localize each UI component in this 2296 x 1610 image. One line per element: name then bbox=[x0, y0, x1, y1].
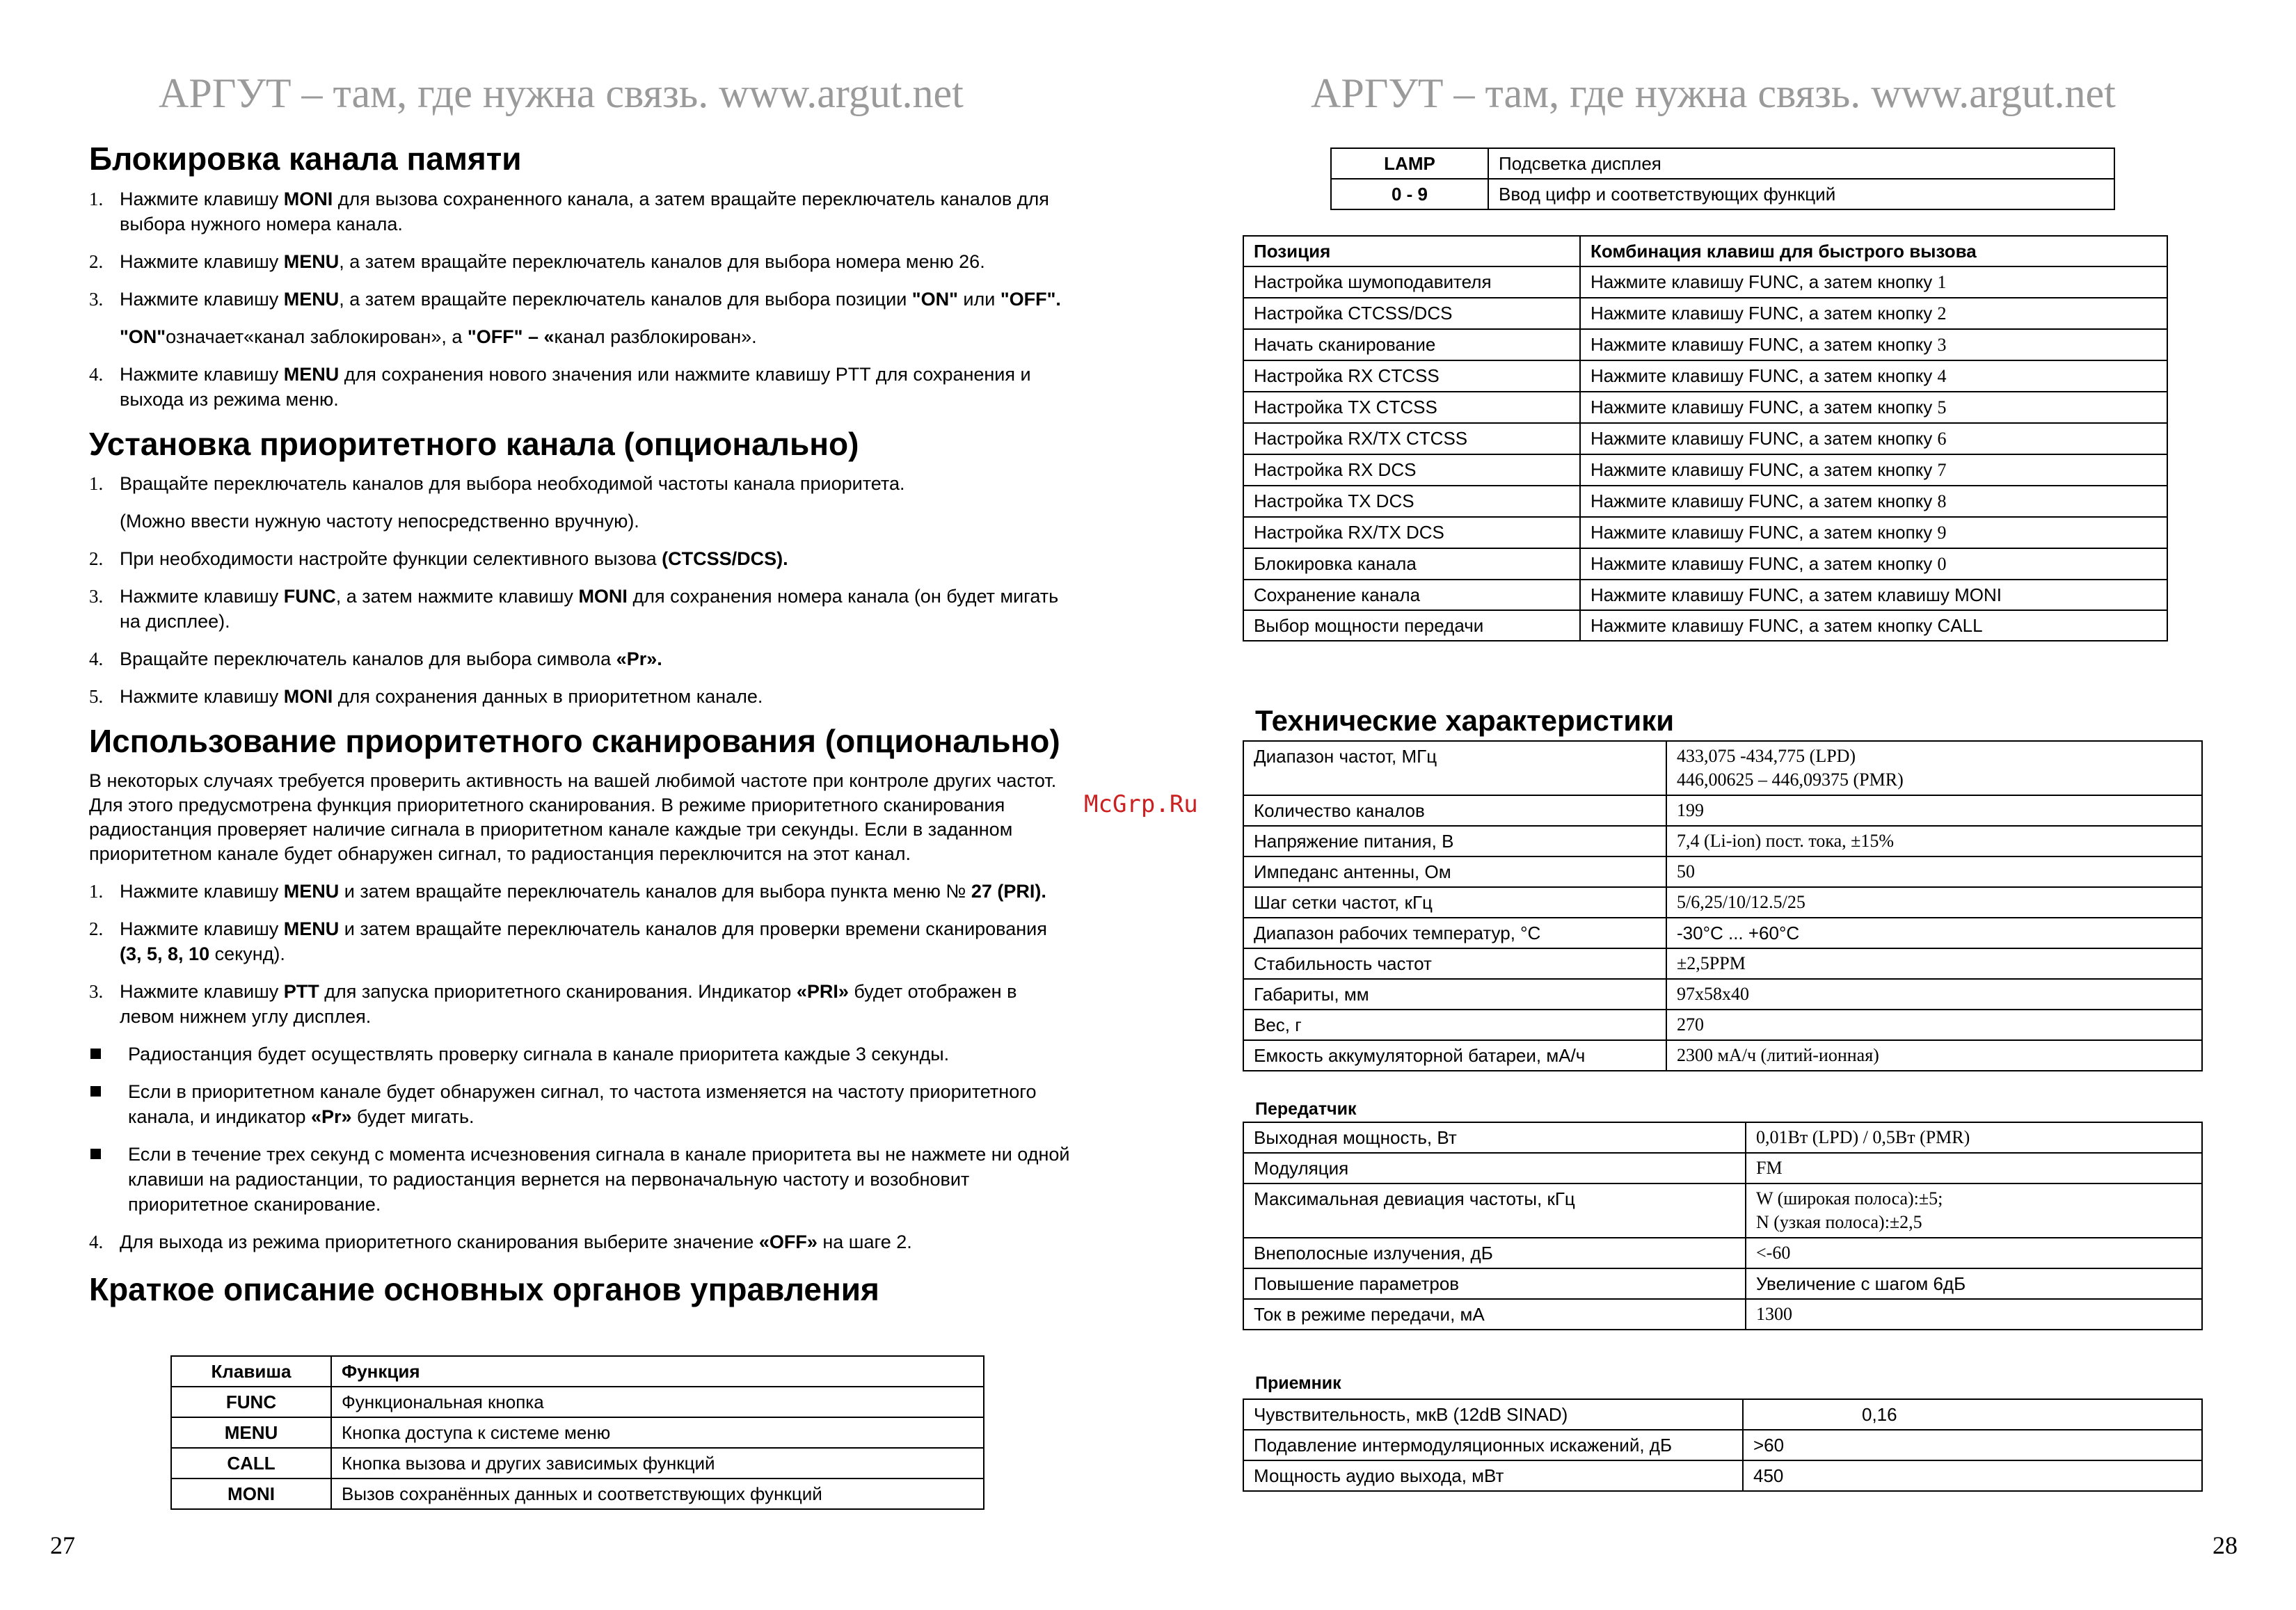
key-name: FUNC bbox=[283, 586, 336, 607]
key-digit: 1 bbox=[1937, 272, 1947, 292]
function-cell: Вызов сохранённых данных и соответствующих функций bbox=[331, 1479, 984, 1509]
key-name: MONI bbox=[283, 188, 333, 209]
position-cell: Настройка TX DCS bbox=[1243, 486, 1580, 517]
text: для запуска приоритетного сканирования. Индикатор bbox=[319, 980, 797, 1002]
text: Нажмите клавишу FUNC, а затем кнопку bbox=[1591, 428, 1933, 449]
text: Нажмите клавишу FUNC, а затем кнопку bbox=[1591, 365, 1933, 386]
item-number: 3. bbox=[89, 586, 104, 607]
key-name: MONI bbox=[578, 586, 628, 607]
value-cell: 7,4 (Li-ion) пост. тока, ±15% bbox=[1666, 826, 2202, 856]
param-cell: Мощность аудио выхода, мВт bbox=[1243, 1460, 1743, 1491]
position-cell: Блокировка канала bbox=[1243, 548, 1580, 580]
param-cell: Повышение параметров bbox=[1243, 1268, 1746, 1299]
list-item bbox=[89, 879, 1070, 904]
column-header: Клавиша bbox=[171, 1356, 331, 1387]
table-row bbox=[1243, 856, 2202, 887]
param-cell: Напряжение питания, В bbox=[1243, 826, 1666, 856]
indicator: «Pr» bbox=[310, 1106, 352, 1127]
text: секунд). bbox=[209, 943, 285, 964]
list-item bbox=[89, 684, 1070, 709]
text: Нажмите клавишу bbox=[120, 188, 284, 209]
text: Нажмите клавишу FUNC, а затем клавишу MONI bbox=[1591, 584, 2002, 605]
table-row bbox=[1243, 454, 2167, 486]
param-cell: Количество каналов bbox=[1243, 795, 1666, 826]
table-header-row bbox=[1243, 236, 2167, 266]
table-row bbox=[1243, 1460, 2202, 1491]
item-number: 3. bbox=[89, 980, 104, 1002]
text: Радиостанция будет осуществлять проверку сигнала в канале приоритета каждые 3 секунды. bbox=[128, 1043, 950, 1065]
item-number: 4. bbox=[89, 363, 104, 385]
text: для сохранения нового значения или нажмите клавишу PTT для сохранения и выхода из режима меню. bbox=[120, 363, 1031, 410]
section-title-priority-scan: Использование приоритетного сканирования (опционально) bbox=[89, 723, 1060, 759]
table-row bbox=[1243, 580, 2167, 610]
position-cell: Начать сканирование bbox=[1243, 329, 1580, 360]
key-digit: 8 bbox=[1937, 491, 1947, 511]
value-cell: 2300 мА/ч (литий-ионная) bbox=[1666, 1040, 2202, 1071]
key-digit: 9 bbox=[1937, 523, 1947, 543]
text: Нажмите клавишу bbox=[120, 980, 284, 1002]
text: Нажмите клавишу FUNC, а затем кнопку bbox=[1591, 397, 1933, 417]
text: Нажмите клавишу FUNC, а затем кнопку bbox=[1591, 522, 1933, 543]
key-name: MENU bbox=[283, 363, 340, 385]
keys-table bbox=[1330, 148, 2115, 210]
table-row bbox=[1243, 1010, 2202, 1040]
text: будет отображен в левом нижнем углу дисплея. bbox=[120, 980, 1017, 1027]
value-cell: 0,01Вт (LPD) / 0,5Вт (PMR) bbox=[1746, 1122, 2202, 1153]
text: Если в течение трех секунд с момента исчезновения сигнала в канале приоритета вы не нажмете ни одной клавиши на радиостанции, то радиостанция вернется на первоначальную частоту и возобновит приоритетное сканирование. bbox=[128, 1143, 1070, 1215]
table-row bbox=[1243, 1183, 2202, 1238]
text: Вращайте переключатель каналов для выбора необходимой частоты канала приоритета. bbox=[120, 473, 905, 494]
controls-table bbox=[170, 1355, 984, 1510]
value-off: «OFF» bbox=[758, 1231, 818, 1252]
table-row bbox=[1243, 918, 2202, 948]
text: Нажмите клавишу bbox=[120, 918, 284, 939]
value-cell: 0,16 bbox=[1743, 1399, 2202, 1430]
text: будет мигать. bbox=[351, 1106, 475, 1127]
text: Нажмите клавишу FUNC, а затем кнопку CALL bbox=[1591, 615, 1983, 636]
text: Если в приоритетном канале будет обнаружен сигнал, то частота изменяется на частоту приоритетного канала, и индикатор bbox=[128, 1081, 1037, 1127]
key-digit: 6 bbox=[1937, 429, 1947, 449]
table-row bbox=[1243, 741, 2202, 795]
list-item bbox=[89, 186, 1070, 237]
square-bullet-icon bbox=[90, 1149, 101, 1159]
value-cell: 1300 bbox=[1746, 1299, 2202, 1330]
text: Нажмите клавишу FUNC, а затем кнопку bbox=[1591, 334, 1933, 355]
table-row bbox=[1243, 298, 2167, 329]
table-row bbox=[1243, 1430, 2202, 1460]
list-item bbox=[89, 646, 1070, 671]
position-cell: Настройка TX CTCSS bbox=[1243, 392, 1580, 423]
table-row bbox=[1243, 979, 2202, 1010]
item-number: 3. bbox=[89, 288, 104, 310]
key-name: MENU bbox=[283, 880, 340, 902]
table-row bbox=[1243, 1040, 2202, 1071]
key-digit: 5 bbox=[1937, 397, 1947, 417]
function-cell: Кнопка вызова и других зависимых функций bbox=[331, 1448, 984, 1479]
value-cell: Увеличение с шагом 6дБ bbox=[1746, 1268, 2202, 1299]
param-cell: Емкость аккумуляторной батареи, мА/ч bbox=[1243, 1040, 1666, 1071]
page-number: 27 bbox=[50, 1531, 75, 1559]
combination-cell bbox=[1580, 486, 2167, 517]
key-digit: 2 bbox=[1937, 303, 1947, 324]
left-content bbox=[89, 139, 1070, 1316]
key-cell: CALL bbox=[171, 1448, 331, 1479]
param-cell: Модуляция bbox=[1243, 1153, 1746, 1183]
item-number: 2. bbox=[89, 548, 104, 569]
value-cell: 97x58x40 bbox=[1666, 979, 2202, 1010]
table-row bbox=[171, 1479, 984, 1509]
table-row bbox=[1243, 423, 2167, 454]
text: и затем вращайте переключатель каналов для проверки времени сканирования bbox=[339, 918, 1047, 939]
text: Нажмите клавишу FUNC, а затем кнопку bbox=[1591, 553, 1933, 574]
specs-table bbox=[1243, 740, 2203, 1071]
section-title-memory-lock: Блокировка канала памяти bbox=[89, 141, 522, 177]
value-line: N (узкая полоса):±2,5 bbox=[1756, 1212, 1922, 1232]
table-row bbox=[1243, 1122, 2202, 1153]
table-row bbox=[1243, 610, 2167, 641]
param-cell: Ток в режиме передачи, мА bbox=[1243, 1299, 1746, 1330]
combination-cell bbox=[1580, 329, 2167, 360]
list-item bbox=[89, 916, 1070, 966]
list-item bbox=[89, 362, 1070, 412]
text: При необходимости настройте функции селективного вызова bbox=[120, 548, 662, 569]
table-row bbox=[1243, 1399, 2202, 1430]
section-title-specs: Технические характеристики bbox=[1255, 704, 1675, 737]
function-cell: Функциональная кнопка bbox=[331, 1387, 984, 1417]
function-cell: Ввод цифр и соответствующих функций bbox=[1488, 179, 2114, 209]
key-name: PTT bbox=[283, 980, 319, 1002]
table-row bbox=[1243, 360, 2167, 392]
text: означает«канал заблокирован», а bbox=[166, 326, 468, 347]
item-number: 1. bbox=[89, 880, 104, 902]
text: Нажмите клавишу FUNC, а затем кнопку bbox=[1591, 303, 1933, 324]
item-number: 1. bbox=[89, 473, 104, 494]
item-number: 2. bbox=[89, 918, 104, 939]
list-item bbox=[89, 287, 1070, 312]
text: Нажмите клавишу bbox=[120, 880, 284, 902]
key-name: MENU bbox=[283, 250, 340, 272]
table-row bbox=[1243, 826, 2202, 856]
value-cell: FM bbox=[1746, 1153, 2202, 1183]
table-row bbox=[171, 1448, 984, 1479]
position-cell: Настройка RX DCS bbox=[1243, 454, 1580, 486]
value-cell: 199 bbox=[1666, 795, 2202, 826]
position-cell: Настройка CTCSS/DCS bbox=[1243, 298, 1580, 329]
key-name: MONI bbox=[283, 686, 333, 707]
value-on: "ON" bbox=[911, 288, 958, 310]
text: Нажмите клавишу FUNC, а затем кнопку bbox=[1591, 491, 1933, 511]
table-row bbox=[1331, 179, 2114, 209]
param-cell: Вес, г bbox=[1243, 1010, 1666, 1040]
combination-cell bbox=[1580, 266, 2167, 298]
table-row bbox=[1243, 887, 2202, 918]
shortcuts-table bbox=[1243, 235, 2168, 641]
key-cell: MENU bbox=[171, 1417, 331, 1448]
combination-cell bbox=[1580, 454, 2167, 486]
column-header: Позиция bbox=[1243, 236, 1580, 266]
combination-cell bbox=[1580, 610, 2167, 641]
table-row bbox=[1243, 1268, 2202, 1299]
combination-cell bbox=[1580, 548, 2167, 580]
key-name: (CTCSS/DCS). bbox=[662, 548, 788, 569]
param-cell: Габариты, мм bbox=[1243, 979, 1666, 1010]
text: , а затем вращайте переключатель каналов для выбора позиции bbox=[339, 288, 912, 310]
key-cell: 0 - 9 bbox=[1331, 179, 1488, 209]
note: (Можно ввести нужную частоту непосредственно вручную). bbox=[120, 511, 639, 532]
param-cell: Максимальная девиация частоты, кГц bbox=[1243, 1183, 1746, 1238]
param-cell: Стабильность частот bbox=[1243, 948, 1666, 979]
list-item bbox=[89, 471, 1070, 496]
paragraph: В некоторых случаях требуется проверить активность на вашей любимой частоте при контроле других частот. Для этого предусмотрена функция приоритетного сканирования. В режиме приоритетного сканирования радиостанция проверяет наличие сигнала в приоритетном канале каждые три секунды. Если в заданном приоритетном канале будет обнаружен сигнал, то радиостанция переключится на этот канал. bbox=[89, 770, 1057, 864]
value-cell: 5/6,25/10/12.5/25 bbox=[1666, 887, 2202, 918]
text: , а затем вращайте переключатель каналов для выбора номера меню bbox=[339, 250, 959, 272]
text: Нажмите клавишу bbox=[120, 250, 284, 272]
list-item bbox=[89, 979, 1070, 1029]
bullet-item bbox=[89, 1042, 1070, 1067]
param-cell: Выходная мощность, Вт bbox=[1243, 1122, 1746, 1153]
item-number: 2. bbox=[89, 250, 104, 272]
text: Нажмите клавишу FUNC, а затем кнопку bbox=[1591, 271, 1933, 292]
value-off: "OFF". bbox=[1000, 288, 1061, 310]
text: Нажмите клавишу bbox=[120, 288, 284, 310]
square-bullet-icon bbox=[90, 1049, 101, 1059]
list-item bbox=[89, 1229, 1070, 1254]
value-on: "ON" bbox=[120, 326, 166, 347]
value-line: 433,075 -434,775 (LPD) bbox=[1677, 746, 1856, 766]
position-cell: Настройка RX/TX DCS bbox=[1243, 517, 1580, 548]
table-row bbox=[1243, 1299, 2202, 1330]
text: 26. bbox=[959, 250, 985, 272]
key-cell: MONI bbox=[171, 1479, 331, 1509]
square-bullet-icon bbox=[90, 1086, 101, 1097]
value-line: W (широкая полоса):±5; bbox=[1756, 1188, 1943, 1209]
position-cell: Сохранение канала bbox=[1243, 580, 1580, 610]
watermark: McGrp.Ru bbox=[1084, 790, 1198, 818]
page-header: АРГУТ – там, где нужна связь. www.argut.net bbox=[1311, 70, 2116, 116]
function-cell: Подсветка дисплея bbox=[1488, 148, 2114, 179]
value-cell: -30°C ... +60°C bbox=[1666, 918, 2202, 948]
table-header-row bbox=[171, 1356, 984, 1387]
value-line: 446,00625 – 446,09375 (PMR) bbox=[1677, 770, 1904, 790]
position-cell: Выбор мощности передачи bbox=[1243, 610, 1580, 641]
combination-cell bbox=[1580, 392, 2167, 423]
key-cell: LAMP bbox=[1331, 148, 1488, 179]
item-number: 4. bbox=[89, 648, 104, 669]
param-cell: Импеданс антенны, Ом bbox=[1243, 856, 1666, 887]
table-row bbox=[1243, 548, 2167, 580]
item-number: 5. bbox=[89, 686, 104, 707]
right-page bbox=[1148, 0, 2296, 1610]
position-cell: Настройка RX CTCSS bbox=[1243, 360, 1580, 392]
item-number: 1. bbox=[89, 188, 104, 209]
text: для сохранения номера канала (он будет мигать на дисплее). bbox=[120, 586, 1059, 632]
text: на шаге 2. bbox=[817, 1231, 912, 1252]
text: для сохранения данных в приоритетном канале. bbox=[333, 686, 763, 707]
note bbox=[89, 324, 1070, 349]
transmitter-table bbox=[1243, 1122, 2203, 1330]
column-header: Функция bbox=[331, 1356, 984, 1387]
function-cell: Кнопка доступа к системе меню bbox=[331, 1417, 984, 1448]
position-cell: Настройка RX/TX CTCSS bbox=[1243, 423, 1580, 454]
table-row bbox=[1243, 948, 2202, 979]
value-cell: >60 bbox=[1743, 1430, 2202, 1460]
page-header: АРГУТ – там, где нужна связь. www.argut.net bbox=[159, 70, 964, 116]
table-row bbox=[1243, 392, 2167, 423]
table-row bbox=[1243, 795, 2202, 826]
list-item bbox=[89, 584, 1070, 634]
section-title-receiver: Приемник bbox=[1255, 1373, 1341, 1393]
menu-number: 27 (PRI). bbox=[971, 880, 1046, 902]
text: Для выхода из режима приоритетного сканирования выберите значение bbox=[120, 1231, 759, 1252]
text: для вызова сохраненного канала, а затем вращайте переключатель каналов для выбора нужного номера канала. bbox=[120, 188, 1049, 234]
receiver-table bbox=[1243, 1398, 2203, 1492]
value-cell: ±2,5PPM bbox=[1666, 948, 2202, 979]
param-cell: Подавление интермодуляционных искажений, дБ bbox=[1243, 1430, 1743, 1460]
values: (3, 5, 8, 10 bbox=[120, 943, 210, 964]
param-cell: Диапазон рабочих температур, °C bbox=[1243, 918, 1666, 948]
section-title-controls: Краткое описание основных органов управления bbox=[89, 1270, 879, 1307]
value-cell bbox=[1666, 741, 2202, 795]
section-title-transmitter: Передатчик bbox=[1255, 1099, 1357, 1119]
combination-cell bbox=[1580, 360, 2167, 392]
table-row bbox=[1243, 486, 2167, 517]
param-cell: Диапазон частот, МГц bbox=[1243, 741, 1666, 795]
combination-cell bbox=[1580, 423, 2167, 454]
text: и затем вращайте переключатель каналов для выбора пункта меню № bbox=[339, 880, 971, 902]
key-digit: 3 bbox=[1937, 335, 1947, 355]
list-item bbox=[89, 249, 1070, 274]
table-row bbox=[171, 1387, 984, 1417]
key-name: MENU bbox=[283, 918, 340, 939]
position-cell: Настройка шумоподавителя bbox=[1243, 266, 1580, 298]
table-row bbox=[1243, 517, 2167, 548]
table-row bbox=[171, 1417, 984, 1448]
value-cell: 270 bbox=[1666, 1010, 2202, 1040]
bullet-item bbox=[89, 1142, 1070, 1217]
value-off: "OFF" – « bbox=[467, 326, 555, 347]
column-header: Комбинация клавиш для быстрого вызова bbox=[1580, 236, 2167, 266]
page-number: 28 bbox=[2213, 1531, 2238, 1559]
value-cell bbox=[1746, 1183, 2202, 1238]
key-digit: 4 bbox=[1937, 366, 1947, 386]
table-row bbox=[1243, 266, 2167, 298]
indicator: «PRI» bbox=[796, 980, 849, 1002]
key-digit: 7 bbox=[1937, 460, 1947, 480]
param-cell: Внеполосные излучения, дБ bbox=[1243, 1238, 1746, 1268]
key-digit: 0 bbox=[1937, 554, 1947, 574]
section-title-priority-channel: Установка приоритетного канала (опционально) bbox=[89, 425, 859, 462]
bullet-item bbox=[89, 1079, 1070, 1129]
text: Нажмите клавишу bbox=[120, 363, 284, 385]
symbol: «Pr». bbox=[616, 648, 662, 669]
value-cell: <-60 bbox=[1746, 1238, 2202, 1268]
text: Нажмите клавишу bbox=[120, 586, 284, 607]
text: Нажмите клавишу bbox=[120, 686, 284, 707]
table-row bbox=[1243, 1238, 2202, 1268]
table-row bbox=[1243, 1153, 2202, 1183]
param-cell: Чувствительность, мкВ (12dB SINAD) bbox=[1243, 1399, 1743, 1430]
item-number: 4. bbox=[89, 1231, 104, 1252]
param-cell: Шаг сетки частот, кГц bbox=[1243, 887, 1666, 918]
combination-cell bbox=[1580, 517, 2167, 548]
table-row bbox=[1331, 148, 2114, 179]
text: канал разблокирован». bbox=[554, 326, 757, 347]
key-cell: FUNC bbox=[171, 1387, 331, 1417]
text: Нажмите клавишу FUNC, а затем кнопку bbox=[1591, 459, 1933, 480]
text: , а затем нажмите клавишу bbox=[335, 586, 579, 607]
table-row bbox=[1243, 329, 2167, 360]
combination-cell bbox=[1580, 580, 2167, 610]
list-item bbox=[89, 546, 1070, 571]
key-name: MENU bbox=[283, 288, 340, 310]
text: или bbox=[957, 288, 1000, 310]
value-cell: 50 bbox=[1666, 856, 2202, 887]
value-cell: 450 bbox=[1743, 1460, 2202, 1491]
combination-cell bbox=[1580, 298, 2167, 329]
text: Вращайте переключатель каналов для выбора символа bbox=[120, 648, 616, 669]
